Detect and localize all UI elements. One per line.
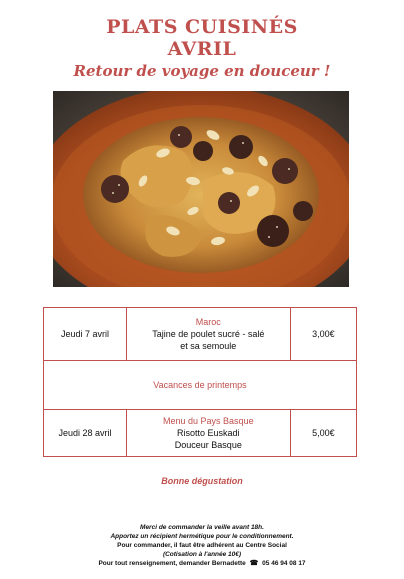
footer-contact [0, 559, 404, 568]
table-row [44, 410, 357, 457]
footer-line: Apportez un récipient hermétique pour le conditionnement. [110, 533, 294, 540]
footer-line: (Cotisation à l'année 10€) [162, 551, 242, 558]
closing-text: Bonne dégustation [161, 476, 243, 486]
menu-theme: Menu du Pays Basque [163, 416, 254, 426]
menu-dish [126, 308, 290, 361]
menu-dish [126, 410, 290, 457]
page-title-month: AVRIL [167, 38, 237, 60]
menu-date: Jeudi 7 avril [44, 308, 127, 361]
menu-dish-line: Douceur Basque [174, 440, 242, 450]
menu-theme: Maroc [195, 317, 221, 327]
table-row [44, 308, 357, 361]
menu-dish-line: Tajine de poulet sucré - salé [152, 329, 265, 339]
phone-icon: ☎ [249, 560, 259, 567]
page-title: PLATS CUISINÉS [106, 16, 298, 38]
footer-line: Merci de commander la veille avant 18h. [140, 524, 264, 531]
menu-price: 3,00€ [290, 308, 356, 361]
table-row [44, 361, 357, 410]
footer-line: Pour commander, il faut être adhérent au Centre Social [117, 542, 287, 549]
footer-phone: 05 46 94 08 17 [262, 560, 306, 567]
menu-dish-line: Risotto Euskadi [177, 428, 240, 438]
menu-table [43, 307, 357, 457]
menu-price: 5,00€ [290, 410, 356, 457]
menu-dish-line: et sa semoule [180, 341, 237, 351]
tagine-dish-photo [53, 91, 349, 287]
page-subtitle: Retour de voyage en douceur ! [73, 62, 331, 80]
footer-contact-text: Pour tout renseignement, demander Bernadette [98, 560, 246, 567]
menu-date: Jeudi 28 avril [44, 410, 127, 457]
footer [0, 523, 404, 568]
menu-note: Vacances de printemps [44, 361, 357, 410]
